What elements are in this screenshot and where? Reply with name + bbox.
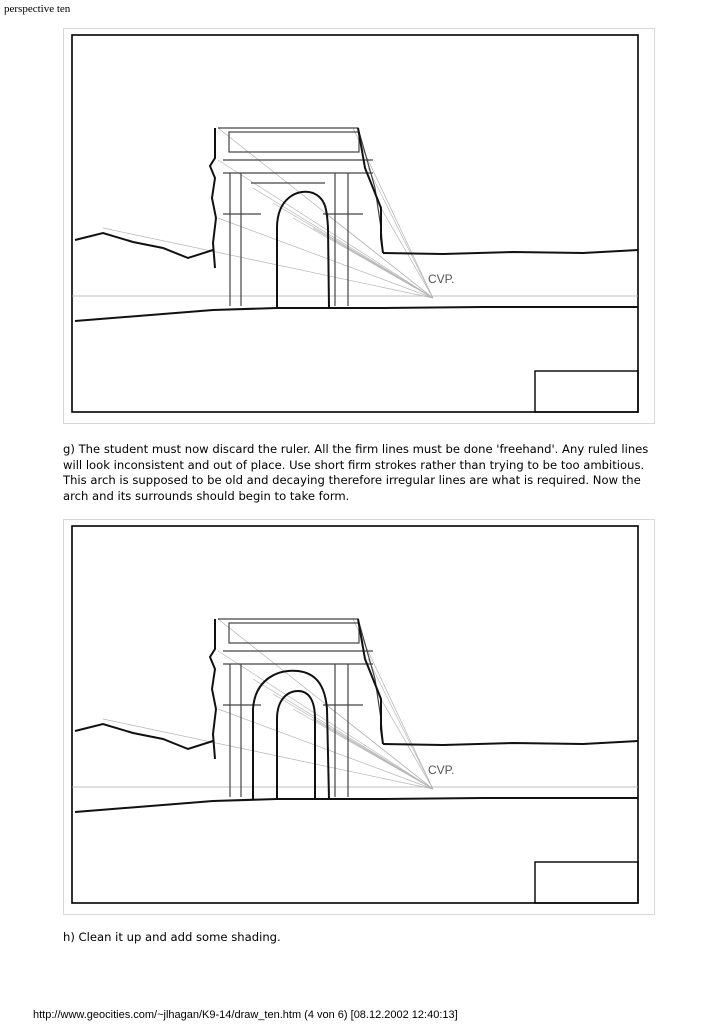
caption-step-h: h) Clean it up and add some shading. bbox=[63, 930, 281, 944]
page-footer-url: http://www.geocities.com/~jlhagan/K9-14/draw_ten.htm (4 von 6) [08.12.2002 12:40:13] bbox=[33, 1009, 458, 1021]
arch-drawing-svg bbox=[63, 28, 655, 424]
arch-drawing-step-g bbox=[63, 28, 655, 424]
arch-drawing-step-h bbox=[63, 519, 655, 915]
page-title: perspective ten bbox=[4, 3, 71, 15]
cvp-label: CVP. bbox=[428, 763, 455, 777]
caption-step-g: g) The student must now discard the ruler. All the firm lines must be done 'freehand'. Any ruled lines will look inconsistent and out of place. Use short firm strokes rather than trying to be too ambitious. This arch is supposed to be old and decaying therefore irregular lines are what is required. Now the arch and its surrounds should begin to take form. bbox=[63, 442, 649, 503]
cvp-label: CVP. bbox=[428, 272, 455, 286]
arch-drawing-svg bbox=[63, 519, 655, 915]
